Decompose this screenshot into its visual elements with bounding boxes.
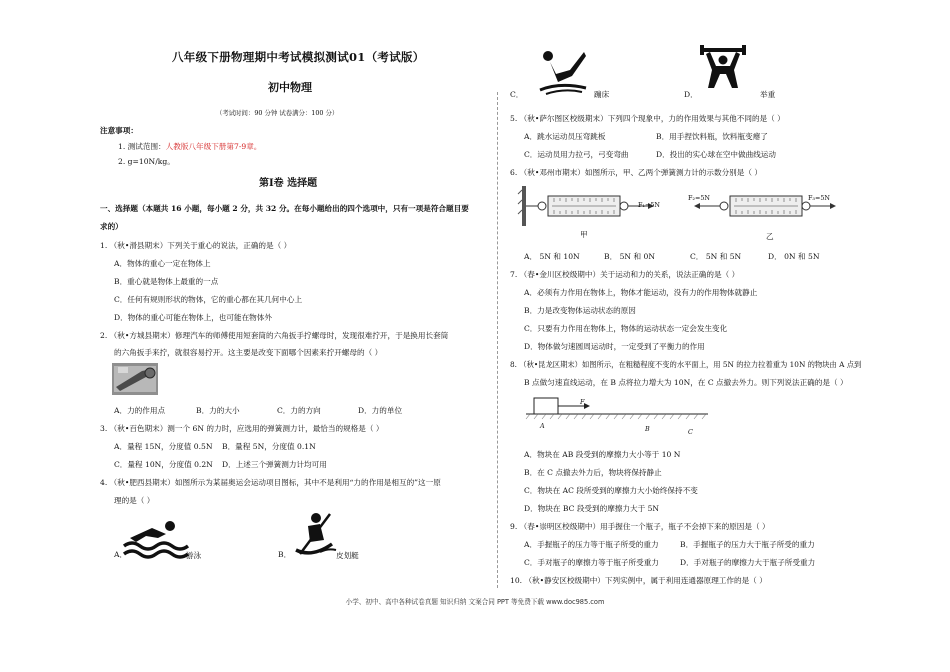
page-footer: 小学、初中、高中各种试卷真题 知识归纳 文案合同 PPT 等免费下载 www.doc985.com bbox=[345, 598, 605, 606]
q8-fig-b: B bbox=[645, 425, 650, 433]
q1-option-d: D．物体的重心可能在物体上，也可能在物体外 bbox=[114, 313, 272, 322]
q6-f3-label: F₃=5N bbox=[808, 194, 831, 202]
q10-stem: 10. （秋•静安区校级期中）下列实例中，属于利用连通器原理工作的是（ ） bbox=[510, 576, 767, 585]
q9-stem: 9. （春•崇明区校级期中）用手握住一个瓶子，瓶子不会掉下来的原因是（ ） bbox=[510, 522, 770, 531]
q5-stem: 5. （秋•萨尔图区校级期末）下列四个现象中，力的作用效果与其他不同的是（ ） bbox=[510, 114, 785, 123]
q1-option-b: B．重心就是物体上最重的一点 bbox=[114, 277, 219, 286]
q7-stem: 7. （春•金川区校级期中）关于运动和力的关系，说法正确的是（ ） bbox=[510, 270, 740, 279]
q4-option-d-letter: D． bbox=[684, 90, 698, 99]
q3-option-c: C．量程 10N，分度值 0.2N bbox=[114, 460, 213, 469]
q7-option-a: A．必须有力作用在物体上，物体才能运动，没有力的作用物体就静止 bbox=[524, 288, 758, 297]
q7-option-d: D．物体做匀速圆周运动时，一定受到了平衡力的作用 bbox=[524, 342, 705, 351]
q5-option-d: D．投出的实心球在空中做曲线运动 bbox=[656, 150, 776, 159]
q6-f1-label: F₁=5N bbox=[638, 201, 661, 209]
q8-option-d: D．物块在 BC 段受到的摩擦力大于 5N bbox=[524, 504, 660, 513]
q6-option-d: D． 0N 和 5N bbox=[768, 252, 820, 261]
notes-item-1-prefix: 1. 测试范围： bbox=[118, 142, 166, 151]
q8-option-b: B．在 C 点撤去外力后，物块将保持静止 bbox=[524, 468, 662, 477]
q8-option-c: C．物块在 AC 段所受到的摩擦力大小始终保持不变 bbox=[524, 486, 698, 495]
q9-option-a: A．手握瓶子的压力等于瓶子所受的重力 bbox=[524, 540, 659, 549]
q8-fig-a: A bbox=[540, 422, 545, 430]
q6-stem: 6. （秋•邓州市期末）如图所示，甲、乙两个弹簧测力计的示数分别是（ ） bbox=[510, 168, 762, 177]
q6-option-c: C． 5N 和 5N bbox=[690, 252, 742, 261]
q1-option-c: C．任何有规则形状的物体，它的重心都在其几何中心上 bbox=[114, 295, 303, 304]
notes-item-2: 2. g=10N/kg。 bbox=[118, 157, 175, 166]
document-title: 八年级下册物理期中考试模拟测试01（考试版） bbox=[172, 50, 425, 64]
trampoline-pictogram-icon bbox=[536, 46, 592, 98]
q3-option-d: D．上述三个弹簧测力计均可用 bbox=[222, 460, 327, 469]
weightlifting-pictogram-icon bbox=[700, 44, 746, 92]
section-instruction-line-1: 一、选择题（本题共 16 小题，每小题 2 分，共 32 分。在每小题给出的四个选项中，只有一项是符合题目要 bbox=[100, 204, 469, 213]
q6-option-a: A． 5N 和 10N bbox=[524, 252, 580, 261]
q8-block-figure bbox=[522, 394, 712, 430]
q8-option-a: A．物块在 AB 段受到的摩擦力大小等于 10 N bbox=[524, 450, 681, 459]
q6-label-jia: 甲 bbox=[580, 230, 588, 239]
canoe-pictogram-icon bbox=[290, 510, 338, 560]
q6-label-yi: 乙 bbox=[766, 232, 774, 241]
subject-title: 初中物理 bbox=[268, 81, 312, 94]
swimming-pictogram-icon bbox=[122, 518, 192, 562]
q8-fig-f: F bbox=[580, 398, 585, 406]
q6-option-b: B． 5N 和 0N bbox=[604, 252, 655, 261]
q9-option-c: C．手对瓶子的摩擦力等于瓶子所受重力 bbox=[524, 558, 659, 567]
wrench-photo bbox=[112, 363, 158, 395]
q6-f2-label: F₂=5N bbox=[688, 194, 711, 202]
q4-option-b-letter: B． bbox=[278, 550, 292, 559]
notes-item-1 bbox=[118, 142, 261, 152]
notes-item-1-range: 人教版八年级下册第7-9章。 bbox=[165, 142, 262, 151]
notes-heading: 注意事项： bbox=[100, 126, 138, 135]
q9-option-d: D．手对瓶子的摩擦力大于瓶子所受重力 bbox=[680, 558, 816, 567]
q4-stem-line-2: 理的是（ ） bbox=[114, 496, 155, 505]
q4-option-a-letter: A． bbox=[114, 550, 128, 559]
q4-stem-line-1: 4. （秋•肥西县期末）如图所示为某届奥运会运动项目图标，其中不是利用“力的作用是相互的”这一原 bbox=[100, 478, 441, 487]
q2-stem-line-1: 2. （秋•方城县期末）修理汽车的师傅使用短套筒的六角扳手拧螺母时，发现很难拧开，于是换用长套筒 bbox=[100, 331, 449, 340]
q2-stem-line-2: 的六角扳手来拧，就很容易拧开。这主要是改变下面哪个因素来拧开螺母的（ ） bbox=[114, 348, 383, 357]
q1-stem: 1. （秋•滑县期末）下列关于重心的说法，正确的是（ ） bbox=[100, 241, 292, 250]
q9-option-b: B．手握瓶子的压力大于瓶子所受的重力 bbox=[680, 540, 815, 549]
q4-option-b-label: 皮划艇 bbox=[336, 551, 359, 560]
q4-option-d-label: 举重 bbox=[760, 90, 776, 99]
q2-option-c: C．力的方向 bbox=[277, 406, 321, 415]
q8-stem-line-1: 8. （秋•昆龙区期末）如图所示，在粗糙程度不变的水平面上，用 5N 的拉力拉着重为 10N 的物块由 A 点到 bbox=[510, 360, 862, 369]
exam-info: （考试时间：90 分钟 试卷满分：100 分） bbox=[216, 109, 339, 117]
q4-option-c-letter: C． bbox=[510, 90, 524, 99]
q2-option-a: A．力的作用点 bbox=[114, 406, 166, 415]
q3-option-b: B．量程 5N，分度值 0.1N bbox=[222, 442, 316, 451]
q5-option-c: C．运动员用力拉弓，弓变弯曲 bbox=[524, 150, 629, 159]
q4-option-c-label: 蹦床 bbox=[594, 90, 610, 99]
q3-stem: 3. （秋•百色期末）测一个 6N 的力时，应选用的弹簧测力计，最恰当的规格是（ ） bbox=[100, 424, 384, 433]
q8-stem-line-2: B 点做匀速直线运动，在 B 点将拉力增大为 10N，在 C 点撤去外力。则下列说法正确的是（ ） bbox=[524, 378, 848, 387]
section-title: 第Ⅰ卷 选择题 bbox=[259, 178, 318, 189]
q5-option-b: B．用手捏饮料瓶，饮料瓶变瘪了 bbox=[656, 132, 768, 141]
section-instruction-line-2: 求的） bbox=[100, 222, 123, 231]
q5-option-a: A．跳水运动员压弯跳板 bbox=[524, 132, 606, 141]
q7-option-b: B．力是改变物体运动状态的原因 bbox=[524, 306, 636, 315]
q8-fig-c: C bbox=[688, 428, 693, 436]
q7-option-c: C．只要有力作用在物体上，物体的运动状态一定会发生变化 bbox=[524, 324, 728, 333]
q2-option-d: D．力的单位 bbox=[358, 406, 403, 415]
q3-option-a: A．量程 15N，分度值 0.5N bbox=[114, 442, 213, 451]
q4-option-a-label: 游泳 bbox=[186, 551, 202, 560]
q1-option-a: A．物体的重心一定在物体上 bbox=[114, 259, 211, 268]
q2-option-b: B．力的大小 bbox=[196, 406, 240, 415]
column-divider bbox=[497, 92, 498, 588]
spring-scale-figure bbox=[522, 184, 842, 230]
